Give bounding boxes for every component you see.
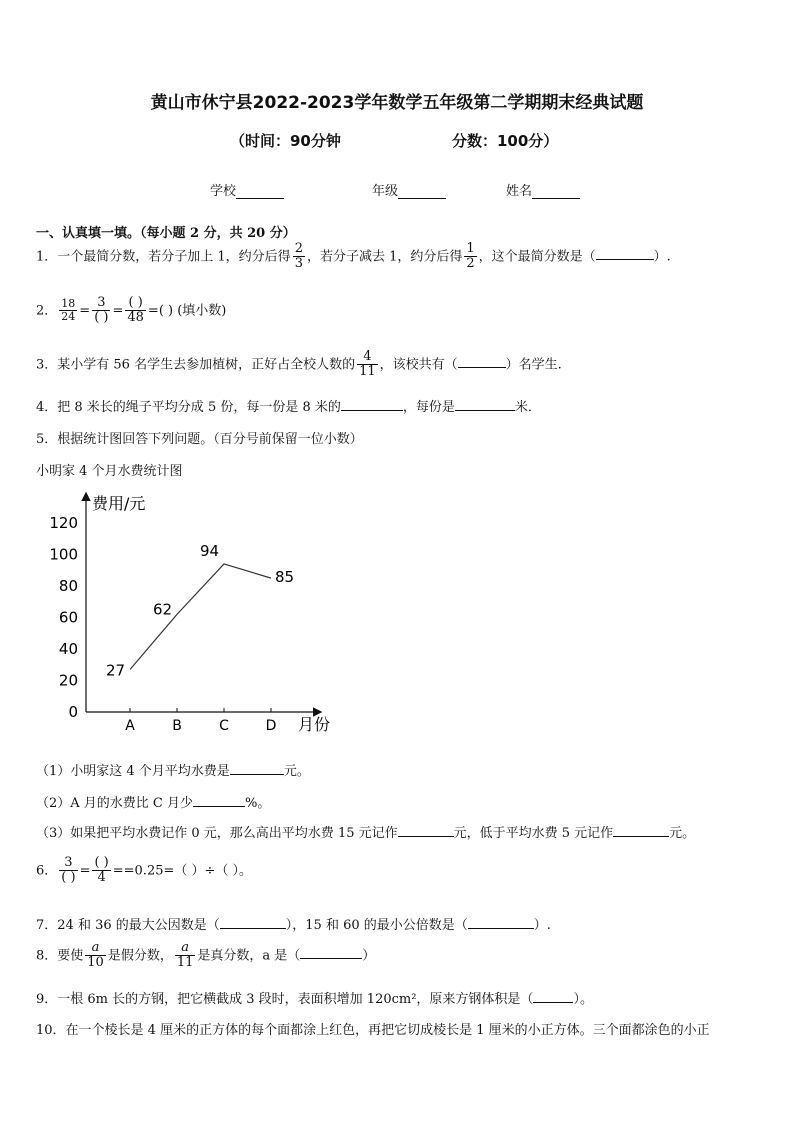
answer-blank[interactable]: [193, 792, 245, 807]
answer-blank[interactable]: [458, 353, 506, 368]
q3-text-a: 3．某小学有 56 名学生去参加植树，正好占全校人数的: [36, 357, 356, 373]
q1-text-b: ，若分子减去 1，约分后得: [306, 249, 463, 265]
answer-blank[interactable]: [613, 822, 669, 837]
fraction: $\frac{1}{2}$: [466, 241, 475, 272]
equals-sign: =: [112, 303, 124, 319]
q7-text-a: 7．24 和 36 的最大公因数是（: [36, 918, 220, 933]
question-6: [36, 856, 252, 886]
q6-tail: ==0.25=（ ）÷（ ）。: [112, 863, 253, 879]
answer-blank[interactable]: [230, 760, 284, 775]
answer-blank[interactable]: [398, 822, 454, 837]
q5-sub-2: [36, 792, 270, 811]
grade-field: [372, 180, 446, 199]
y-tick-label: 100: [49, 545, 78, 564]
q2-tail: =( ) (填小数): [147, 303, 227, 319]
question-8: [36, 941, 375, 971]
q8-text-b: 是假分数，: [107, 948, 173, 964]
q8-text-c: 是真分数，a 是（: [197, 948, 301, 964]
series-line: [130, 564, 271, 670]
q9-text-a: 9．一根 6m 长的方钢，把它横截成 3 段时，表面积增加 120cm²，原来方钢体积是（: [36, 992, 534, 1007]
q4-text-b: ，每份是: [402, 400, 455, 415]
q3-text-c: ）名学生.: [505, 357, 562, 373]
fraction: $\frac{2}{3}$: [294, 241, 303, 272]
q1-text-d: ）.: [653, 249, 671, 265]
y-tick-label: 20: [58, 671, 78, 690]
question-4: [36, 396, 541, 415]
q7-text-c: ）.: [533, 918, 551, 933]
x-tick-label: A: [125, 718, 135, 734]
answer-blank[interactable]: [341, 396, 403, 411]
chart-caption: 小明家 4 个月水费统计图: [36, 464, 183, 479]
question-3: [36, 350, 562, 380]
answer-blank[interactable]: [596, 245, 654, 260]
q4-text-a: 4．把 8 米长的绳子平均分成 5 份，每一份是 8 米的: [36, 400, 341, 415]
q6-number: 6．: [36, 863, 58, 879]
q5-s2-text-a: （2）A 月的水费比 C 月少: [36, 796, 194, 811]
y-tick-label: 60: [58, 608, 78, 627]
question-10: 10．在一个棱长是 4 厘米的正方体的每个面都涂上红色，再把它切成棱长是 1 厘米的小正方体。三个面都涂色的小正: [36, 1023, 710, 1038]
q3-text-b: ，该校共有（: [379, 357, 458, 373]
q4-text-c: 米．: [514, 400, 541, 415]
y-tick-label: 80: [58, 577, 78, 595]
grade-blank[interactable]: [398, 184, 446, 199]
answer-blank[interactable]: [300, 944, 362, 959]
q5-s1-text-b: 元。: [283, 764, 310, 779]
q7-text-b: ），15 和 60 的最小公倍数是（: [285, 918, 468, 933]
y-tick-label: 120: [49, 514, 78, 532]
q1-text-a: 1．一个最简分数，若分子加上 1，约分后得: [36, 249, 291, 265]
y-axis-label: 费用/元: [92, 494, 146, 513]
answer-blank[interactable]: [455, 396, 515, 411]
data-label: 27: [106, 661, 126, 680]
score-label: 分数：100分）: [452, 132, 559, 150]
data-label: 85: [275, 568, 295, 587]
fraction: $\frac{( )}{4}$: [94, 855, 109, 886]
x-axis-label: 月份: [298, 715, 331, 734]
q5-s2-text-b: %。: [245, 796, 271, 811]
section-heading: 一、认真填一填。（每小题 2 分，共 20 分）: [36, 226, 296, 241]
q5-s3-text-c: 元。: [669, 826, 696, 841]
fraction: $\frac{a}{10}$: [87, 940, 104, 971]
fraction: $\frac{3}{( )}$: [94, 295, 109, 326]
q1-text-c: ，这个最简分数是（: [478, 249, 596, 265]
answer-blank[interactable]: [468, 914, 534, 929]
grade-label: 年级: [372, 184, 399, 199]
question-1: [36, 242, 671, 272]
y-tick-label: 40: [58, 640, 78, 658]
water-fee-chart: [0, 480, 360, 740]
data-label: 62: [153, 600, 173, 619]
question-2: [36, 296, 226, 326]
school-blank[interactable]: [236, 184, 284, 199]
q5-sub-1: [36, 760, 310, 779]
x-tick-label: B: [172, 718, 182, 734]
q9-text-b: ）。: [573, 992, 593, 1007]
question-7: [36, 914, 551, 933]
q5-sub-3: [36, 822, 695, 841]
fraction: $\frac{a}{11}$: [176, 940, 194, 971]
q5-s1-text-a: （1）小明家这 4 个月平均水费是: [36, 764, 230, 779]
data-label: 94: [200, 541, 220, 560]
time-label: （时间：90分钟: [230, 132, 341, 150]
name-field: [506, 180, 580, 199]
q2-number: 2．: [36, 303, 58, 319]
page-title: 黄山市休宁县2022-2023学年数学五年级第二学期期末经典试题: [150, 93, 644, 113]
y-tick-label: 0: [68, 703, 78, 721]
name-label: 姓名: [506, 184, 533, 199]
equals-sign: =: [79, 863, 91, 879]
x-tick-label: C: [219, 718, 229, 734]
q5-s3-text-a: （3）如果把平均水费记作 0 元，那么高出平均水费 15 元记作: [36, 826, 398, 841]
name-blank[interactable]: [532, 184, 580, 199]
school-label: 学校: [210, 184, 237, 199]
fraction: $\frac{4}{11}$: [359, 349, 376, 380]
school-field: [210, 180, 284, 199]
q5-s3-text-b: 元，低于平均水费 5 元记作: [453, 826, 614, 841]
equals-sign: =: [79, 303, 91, 319]
q8-text-a: 8．要使: [36, 948, 84, 964]
answer-blank[interactable]: [533, 988, 573, 1003]
question-9: [36, 988, 593, 1007]
fraction: $\frac{( )}{48}$: [127, 295, 144, 326]
fraction: $\frac{3}{( )}$: [61, 855, 76, 886]
answer-blank[interactable]: [220, 914, 286, 929]
fraction: $\frac{18}{24}$: [61, 297, 76, 324]
q8-text-d: ）: [362, 948, 376, 964]
x-tick-label: D: [265, 718, 277, 734]
question-5: 5．根据统计图回答下列问题。（百分号前保留一位小数）: [36, 432, 363, 447]
